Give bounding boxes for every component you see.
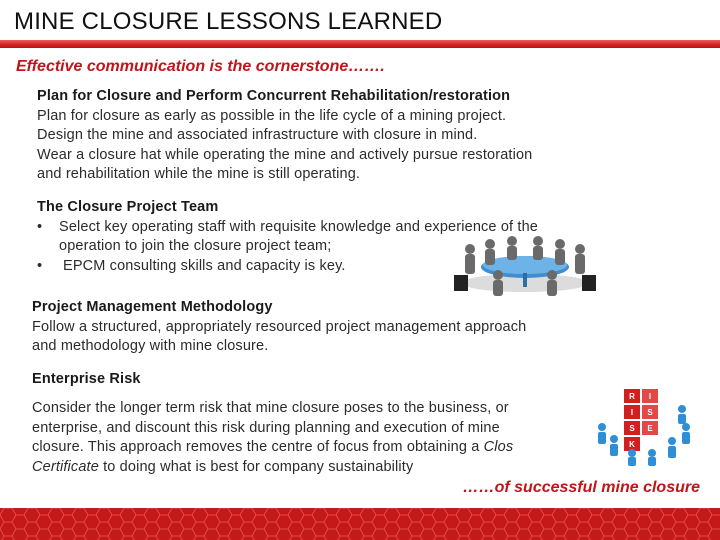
section-risk-line: Consider the longer term risk that mine closure poses to the business, or bbox=[32, 400, 509, 416]
section-pm-heading: Project Management Methodology bbox=[32, 299, 273, 315]
section-plan-line: Wear a closure hat while operating the mine and actively pursue restoration bbox=[37, 146, 533, 163]
slide-title: MINE CLOSURE LESSONS LEARNED bbox=[14, 8, 443, 35]
section-risk-line bbox=[32, 458, 632, 478]
section-plan-line: and rehabilitation while the mine is still operating. bbox=[37, 166, 361, 182]
risk-block-letter: S bbox=[629, 424, 635, 433]
team-meeting-illustration bbox=[450, 235, 600, 297]
team-bullet-line: Select key operating staff with requisite knowledge and experience of the bbox=[59, 218, 538, 235]
section-plan bbox=[37, 87, 627, 185]
footer-tagline: ……of successful mine closure bbox=[462, 479, 700, 496]
meeting-table-icon bbox=[450, 235, 600, 297]
risk-blocks-icon bbox=[590, 387, 698, 467]
risk-block-letter: I bbox=[648, 392, 652, 401]
hexagon-pattern bbox=[0, 508, 720, 540]
risk-illustration bbox=[590, 387, 698, 467]
section-risk-line: enterprise, and discount this risk during planning and execution of mine bbox=[32, 419, 500, 436]
risk-line-text: closure. This approach removes the centre of focus from obtaining a bbox=[32, 439, 484, 455]
slide-subtitle: Effective communication is the cornerstone……. bbox=[16, 58, 385, 75]
team-bullet-line: operation to join the closure project team; bbox=[59, 238, 332, 254]
section-plan-line: Plan for closure as early as possible in the life cycle of a mining project. bbox=[37, 107, 507, 124]
section-pm bbox=[32, 298, 632, 357]
risk-block-letter: E bbox=[647, 424, 653, 433]
title-rule bbox=[0, 40, 720, 48]
risk-block-letter: I bbox=[630, 408, 634, 417]
section-pm-line: and methodology with mine closure. bbox=[32, 338, 269, 354]
section-plan-line: Design the mine and associated infrastructure with closure in mind. bbox=[37, 127, 478, 143]
risk-line-italic: Certificate bbox=[32, 458, 99, 475]
section-team-heading: The Closure Project Team bbox=[37, 199, 219, 215]
section-pm-line: Follow a structured, appropriately resourced project management approach bbox=[32, 318, 527, 335]
risk-line-italic: Clos bbox=[483, 439, 514, 455]
risk-block-letter: S bbox=[647, 408, 653, 417]
risk-block-letter: K bbox=[629, 440, 635, 449]
footer-band bbox=[0, 508, 720, 540]
section-risk-line bbox=[32, 438, 632, 458]
bullet-marker: • bbox=[37, 257, 43, 274]
team-bullet-line: EPCM consulting skills and capacity is key. bbox=[63, 257, 346, 274]
section-plan-heading: Plan for Closure and Perform Concurrent Rehabilitation/restoration bbox=[37, 88, 511, 104]
section-risk bbox=[32, 399, 632, 477]
risk-line-text: to doing what is best for company sustainability bbox=[98, 458, 414, 475]
bullet-marker: • bbox=[37, 218, 43, 235]
risk-block-letter: R bbox=[629, 392, 635, 401]
section-risk-heading: Enterprise Risk bbox=[32, 371, 141, 387]
